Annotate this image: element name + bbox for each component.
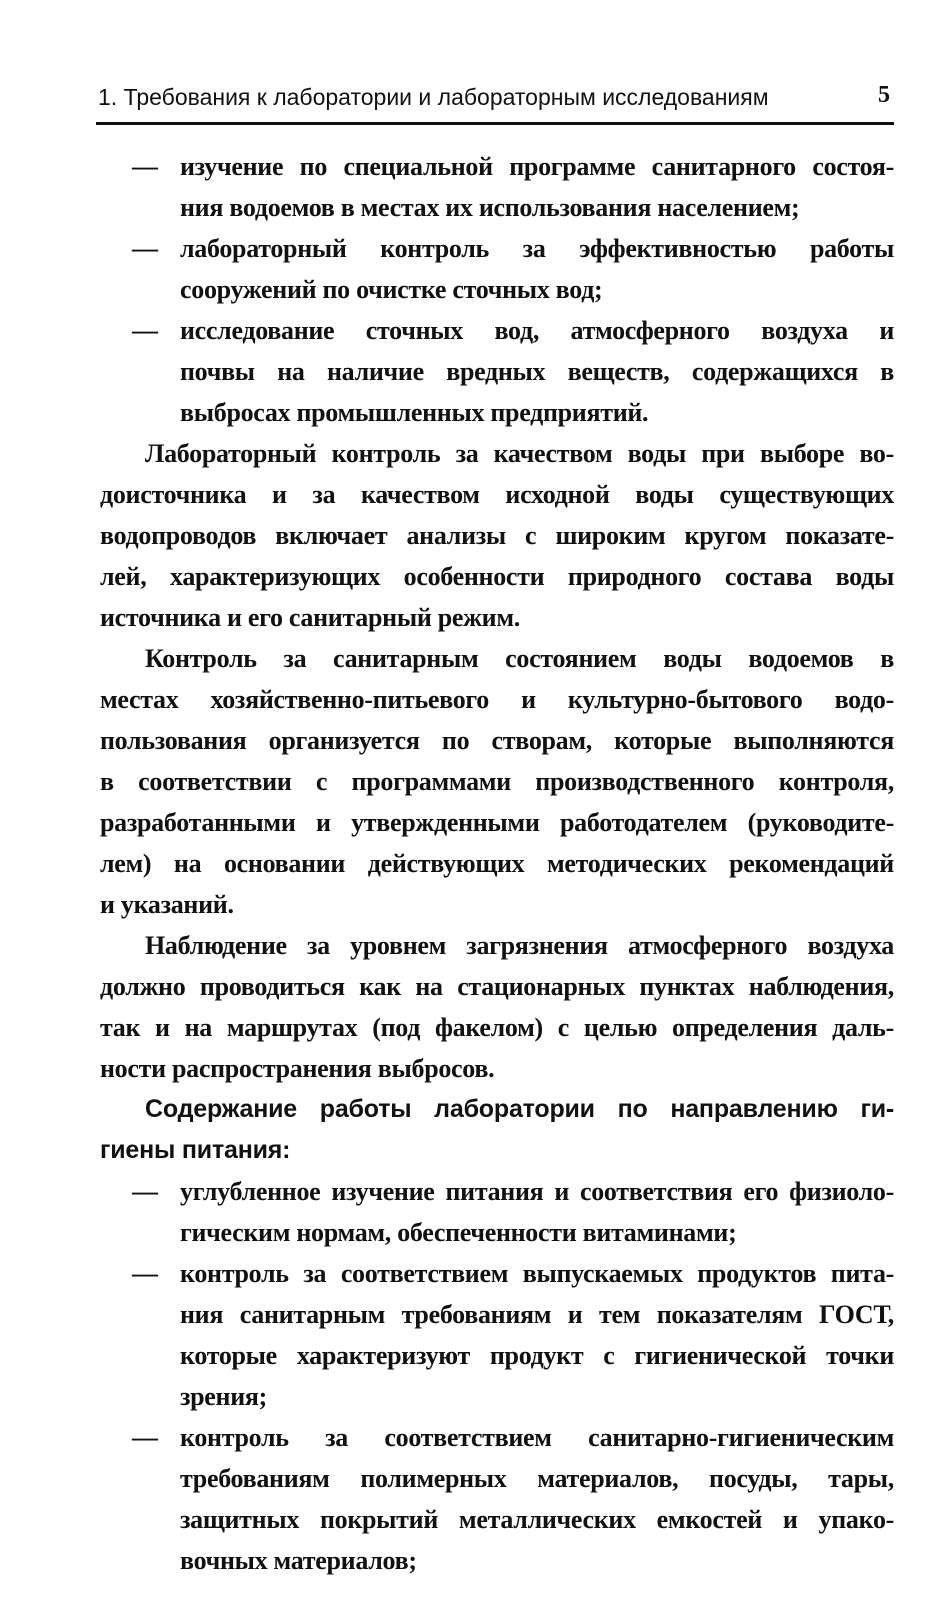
text-line: [100, 556, 894, 597]
text-line: [100, 310, 894, 351]
line-text: выбросах промышленных предприятий.: [180, 398, 649, 427]
text-line: [100, 1089, 894, 1130]
text-line: [100, 1171, 894, 1212]
paragraph: [100, 433, 894, 638]
line-text: зрения;: [180, 1382, 268, 1411]
line-text: местах хозяйственно-питьевого и культурно-бытового водо-: [100, 685, 894, 714]
text-line: [100, 1417, 894, 1458]
line-text: изучение по специальной программе санитарного состоя-: [180, 152, 894, 181]
line-text: почвы на наличие вредных веществ, содержащихся в: [180, 357, 894, 386]
text-line: [100, 884, 894, 925]
line-text: Контроль за санитарным состоянием воды водоемов в: [145, 644, 894, 673]
bullet-item: [100, 1253, 894, 1417]
line-text: и указаний.: [100, 890, 234, 919]
text-line: [100, 1376, 894, 1417]
text-line: [100, 187, 894, 228]
line-text: водопроводов включает анализы с широким кругом показате-: [100, 521, 894, 550]
text-line: [100, 515, 894, 556]
text-line: [100, 228, 894, 269]
text-line: [100, 638, 894, 679]
bullet-dash: —: [132, 152, 158, 181]
text-line: [100, 802, 894, 843]
page-number: 5: [878, 82, 890, 108]
line-text: которые характеризуют продукт с гигиенической точки: [180, 1341, 894, 1370]
text-line: [100, 269, 894, 310]
text-line: [100, 966, 894, 1007]
bullet-item: [100, 1171, 894, 1253]
text-line: [100, 1294, 894, 1335]
line-text: требованиям полимерных материалов, посуды, тары,: [180, 1464, 894, 1493]
text-line: [100, 1540, 894, 1581]
running-header: [98, 78, 894, 118]
text-line: [100, 679, 894, 720]
line-text: ния санитарным требованиям и тем показателям ГОСТ,: [180, 1300, 894, 1329]
line-text: контроль за соответствием выпускаемых продуктов пита-: [180, 1259, 894, 1288]
text-line: [100, 1130, 894, 1171]
bullet-item: [100, 146, 894, 228]
page-body: [100, 146, 894, 1581]
bullet-item: [100, 310, 894, 433]
text-line: [100, 1458, 894, 1499]
text-line: [100, 433, 894, 474]
bullet-item: [100, 228, 894, 310]
text-line: [100, 925, 894, 966]
line-text: вочных материалов;: [180, 1546, 417, 1575]
bullet-dash: —: [132, 234, 158, 263]
line-text: так и на маршрутах (под факелом) с целью определения даль-: [100, 1013, 894, 1042]
line-text: Содержание работы лаборатории по направлению ги-: [145, 1095, 894, 1123]
line-text: лем) на основании действующих методических рекомендаций: [100, 849, 894, 878]
text-line: [100, 597, 894, 638]
text-line: [100, 720, 894, 761]
line-text: гиены питания:: [100, 1136, 291, 1164]
line-text: гическим нормам, обеспеченности витаминами;: [180, 1218, 737, 1247]
chapter-title: 1. Требования к лаборатории и лабораторным исследованиям: [98, 84, 769, 110]
line-text: доисточника и за качеством исходной воды существующих: [100, 480, 894, 509]
text-line: [100, 1253, 894, 1294]
line-text: контроль за соответствием санитарно-гигиеническим: [180, 1423, 894, 1452]
text-line: [100, 761, 894, 802]
section-heading: [100, 1089, 894, 1171]
text-line: [100, 843, 894, 884]
line-text: исследование сточных вод, атмосферного воздуха и: [180, 316, 894, 345]
line-text: ности распространения выбросов.: [100, 1054, 495, 1083]
line-text: ния водоемов в местах их использования населением;: [180, 193, 800, 222]
line-text: в соответствии с программами производственного контроля,: [100, 767, 894, 796]
text-line: [100, 351, 894, 392]
bullet-dash: —: [132, 1423, 158, 1452]
bullet-dash: —: [132, 1259, 158, 1288]
header-rule: [96, 122, 894, 125]
text-line: [100, 1048, 894, 1089]
line-text: сооружений по очистке сточных вод;: [180, 275, 603, 304]
line-text: лей, характеризующих особенности природного состава воды: [100, 562, 894, 591]
line-text: Наблюдение за уровнем загрязнения атмосферного воздуха: [145, 931, 894, 960]
line-text: Лабораторный контроль за качеством воды при выборе во-: [145, 439, 894, 468]
text-line: [100, 1007, 894, 1048]
text-line: [100, 392, 894, 433]
paragraph: [100, 925, 894, 1089]
text-line: [100, 474, 894, 515]
bullet-dash: —: [132, 1177, 158, 1206]
bullet-item: [100, 1417, 894, 1581]
text-line: [100, 1212, 894, 1253]
paragraph: [100, 638, 894, 925]
text-line: [100, 1335, 894, 1376]
line-text: разработанными и утвержденными работодателем (руководите-: [100, 808, 894, 837]
bullet-dash: —: [132, 316, 158, 345]
text-line: [100, 146, 894, 187]
line-text: пользования организуется по створам, которые выполняются: [100, 726, 894, 755]
line-text: должно проводиться как на стационарных пунктах наблюдения,: [100, 972, 894, 1001]
line-text: источника и его санитарный режим.: [100, 603, 520, 632]
line-text: защитных покрытий металлических емкостей и упако-: [180, 1505, 894, 1534]
line-text: углубленное изучение питания и соответствия его физиоло-: [180, 1177, 894, 1206]
line-text: лабораторный контроль за эффективностью работы: [180, 234, 894, 263]
text-line: [100, 1499, 894, 1540]
